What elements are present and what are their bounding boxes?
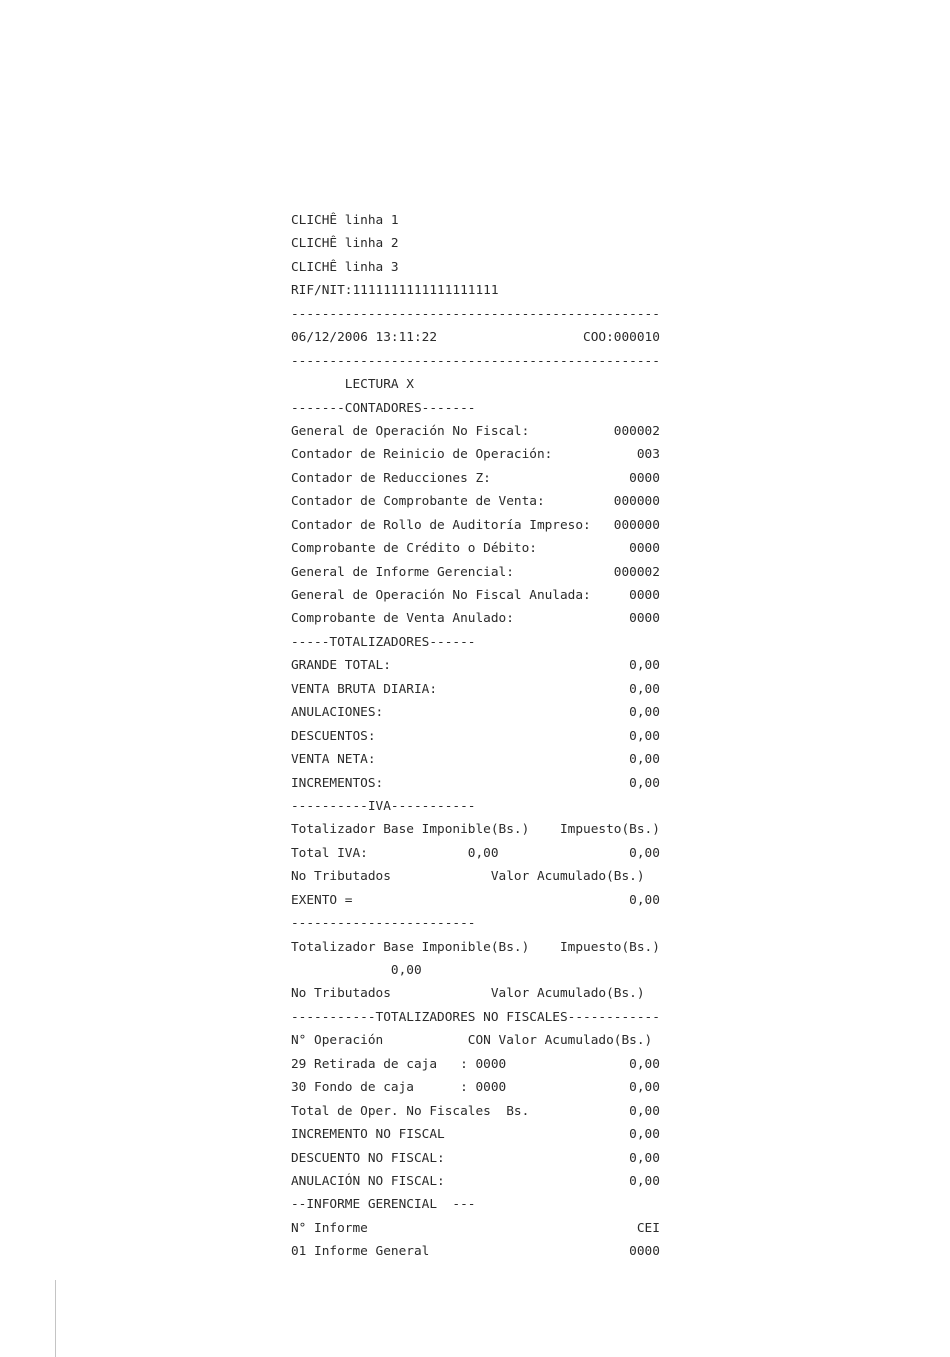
receipt-line: Totalizador Base Imponible(Bs.) Impuesto(Bs.) xyxy=(291,822,660,838)
receipt-line: Total de Oper. No Fiscales Bs. 0,00 xyxy=(291,1103,660,1119)
receipt-line: Contador de Comprobante de Venta: 000000 xyxy=(291,494,660,510)
receipt-line: General de Informe Gerencial: 000002 xyxy=(291,564,660,580)
receipt-line: ANULACIONES: 0,00 xyxy=(291,705,660,721)
receipt-line: Contador de Reducciones Z: 0000 xyxy=(291,470,660,486)
receipt-line: General de Operación No Fiscal: 000002 xyxy=(291,423,660,439)
page-margin-line xyxy=(55,1280,56,1357)
receipt-line: Total IVA: 0,00 0,00 xyxy=(291,845,660,861)
receipt-line: 06/12/2006 13:11:22 COO:000010 xyxy=(291,330,660,346)
receipt-line: ----------IVA----------- xyxy=(291,798,476,814)
receipt-line: -----TOTALIZADORES------ xyxy=(291,634,476,650)
receipt-line: N° Informe CEI xyxy=(291,1220,660,1236)
receipt-line: LECTURA X xyxy=(291,377,414,393)
receipt-line: VENTA NETA: 0,00 xyxy=(291,752,660,768)
receipt-line: CLICHÊ linha 3 xyxy=(291,259,399,275)
receipt-line: -------CONTADORES------- xyxy=(291,400,476,416)
receipt-line: VENTA BRUTA DIARIA: 0,00 xyxy=(291,681,660,697)
receipt-line: 01 Informe General 0000 xyxy=(291,1244,660,1260)
receipt-line: GRANDE TOTAL: 0,00 xyxy=(291,658,660,674)
receipt-line: Contador de Rollo de Auditoría Impreso: 000000 xyxy=(291,517,660,533)
receipt-line: INCREMENTOS: 0,00 xyxy=(291,775,660,791)
receipt-line: ------------------------ xyxy=(291,916,476,932)
receipt-line: 29 Retirada de caja : 0000 0,00 xyxy=(291,1056,660,1072)
receipt-line: 30 Fondo de caja : 0000 0,00 xyxy=(291,1080,660,1096)
receipt-line: INCREMENTO NO FISCAL 0,00 xyxy=(291,1127,660,1143)
receipt-line: Comprobante de Crédito o Débito: 0000 xyxy=(291,541,660,557)
receipt-line: DESCUENTO NO FISCAL: 0,00 xyxy=(291,1150,660,1166)
fiscal-receipt xyxy=(291,209,660,1264)
receipt-line: -----------TOTALIZADORES NO FISCALES------------ xyxy=(291,1009,660,1025)
receipt-line: ANULACIÓN NO FISCAL: 0,00 xyxy=(291,1173,660,1189)
receipt-line: 0,00 xyxy=(291,963,422,978)
receipt-line: Contador de Reinicio de Operación: 003 xyxy=(291,447,660,463)
receipt-line: CLICHÊ linha 1 xyxy=(291,213,399,228)
receipt-line: RIF/NIT:1111111111111111111 xyxy=(291,283,499,299)
receipt-line: No Tributados Valor Acumulado(Bs.) xyxy=(291,986,645,1002)
receipt-line: ------------------------------------------------ xyxy=(291,353,660,369)
receipt-line: ------------------------------------------------ xyxy=(291,306,660,322)
receipt-line: Comprobante de Venta Anulado: 0000 xyxy=(291,611,660,627)
receipt-line: EXENTO = 0,00 xyxy=(291,892,660,908)
receipt-line: No Tributados Valor Acumulado(Bs.) xyxy=(291,869,645,885)
receipt-line: Totalizador Base Imponible(Bs.) Impuesto(Bs.) xyxy=(291,939,660,955)
receipt-line: DESCUENTOS: 0,00 xyxy=(291,728,660,744)
receipt-line: --INFORME GERENCIAL --- xyxy=(291,1197,476,1213)
receipt-line: N° Operación CON Valor Acumulado(Bs.) xyxy=(291,1033,653,1049)
receipt-line: CLICHÊ linha 2 xyxy=(291,236,399,252)
receipt-line: General de Operación No Fiscal Anulada: 0000 xyxy=(291,588,660,603)
